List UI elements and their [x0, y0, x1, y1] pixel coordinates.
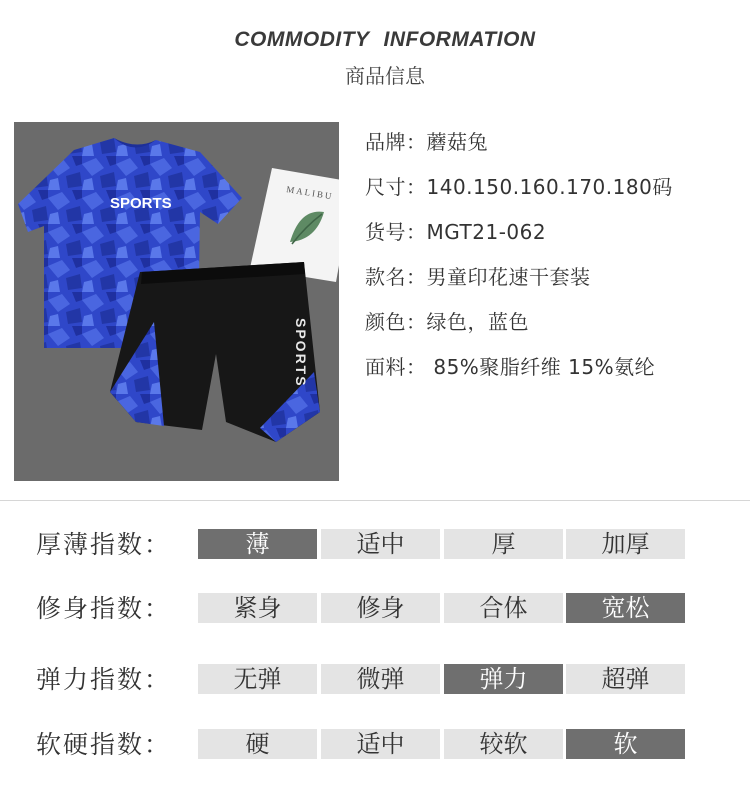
index-option-selected: 宽松: [566, 593, 685, 623]
index-option: 紧身: [198, 593, 317, 623]
spec-fabric: [365, 352, 745, 397]
spec-style-name: [365, 262, 745, 307]
spec-value: 85%聚脂纤维 15%氨纶: [426, 355, 656, 379]
spec-value: 绿色，蓝色: [426, 310, 529, 334]
spec-value: 男童印花速干套装: [426, 265, 591, 289]
index-option: 加厚: [566, 529, 685, 559]
index-option: 超弹: [566, 664, 685, 694]
index-label: 修身指数：: [36, 594, 172, 623]
spec-label: 尺寸：: [365, 175, 427, 199]
card-text: MALIBU: [285, 184, 335, 202]
header-title-cn: 商品信息: [345, 64, 425, 88]
index-row-thickness: [0, 529, 750, 561]
spec-label: 款名：: [365, 265, 427, 289]
index-option: 适中: [321, 729, 440, 759]
spec-value: 140.150.160.170.180码: [426, 175, 673, 199]
index-option-selected: 软: [566, 729, 685, 759]
spec-label: 货号：: [365, 220, 427, 244]
section-divider: [0, 500, 750, 501]
index-option: 硬: [198, 729, 317, 759]
index-row-fit: [0, 593, 750, 625]
index-option-selected: 薄: [198, 529, 317, 559]
shirt-sports-text: SPORTS: [110, 195, 172, 212]
index-label: 软硬指数：: [36, 730, 172, 759]
index-option: 适中: [321, 529, 440, 559]
index-row-softness: [0, 729, 750, 761]
spec-size: [365, 172, 745, 217]
spec-label: 面料：: [365, 355, 427, 379]
spec-label: 颜色：: [365, 310, 427, 334]
shorts-sports-text: SPORTS: [293, 318, 309, 388]
index-option: 修身: [321, 593, 440, 623]
index-option: 无弹: [198, 664, 317, 694]
index-option-selected: 弹力: [444, 664, 563, 694]
spec-value: MGT21-062: [426, 220, 547, 244]
index-option: 微弹: [321, 664, 440, 694]
header-title-en: COMMODITY INFORMATION: [234, 28, 536, 51]
spec-label: 品牌：: [365, 130, 427, 154]
index-label: 弹力指数：: [36, 665, 172, 694]
index-row-elasticity: [0, 664, 750, 696]
spec-color: [365, 307, 745, 352]
index-label: 厚薄指数：: [36, 530, 172, 559]
product-photo: [14, 122, 339, 481]
index-option: 合体: [444, 593, 563, 623]
spec-value: 蘑菇兔: [426, 130, 488, 154]
spec-item-number: [365, 217, 745, 262]
spec-list: [365, 127, 745, 397]
index-option: 较软: [444, 729, 563, 759]
spec-brand: [365, 127, 745, 172]
index-option: 厚: [444, 529, 563, 559]
